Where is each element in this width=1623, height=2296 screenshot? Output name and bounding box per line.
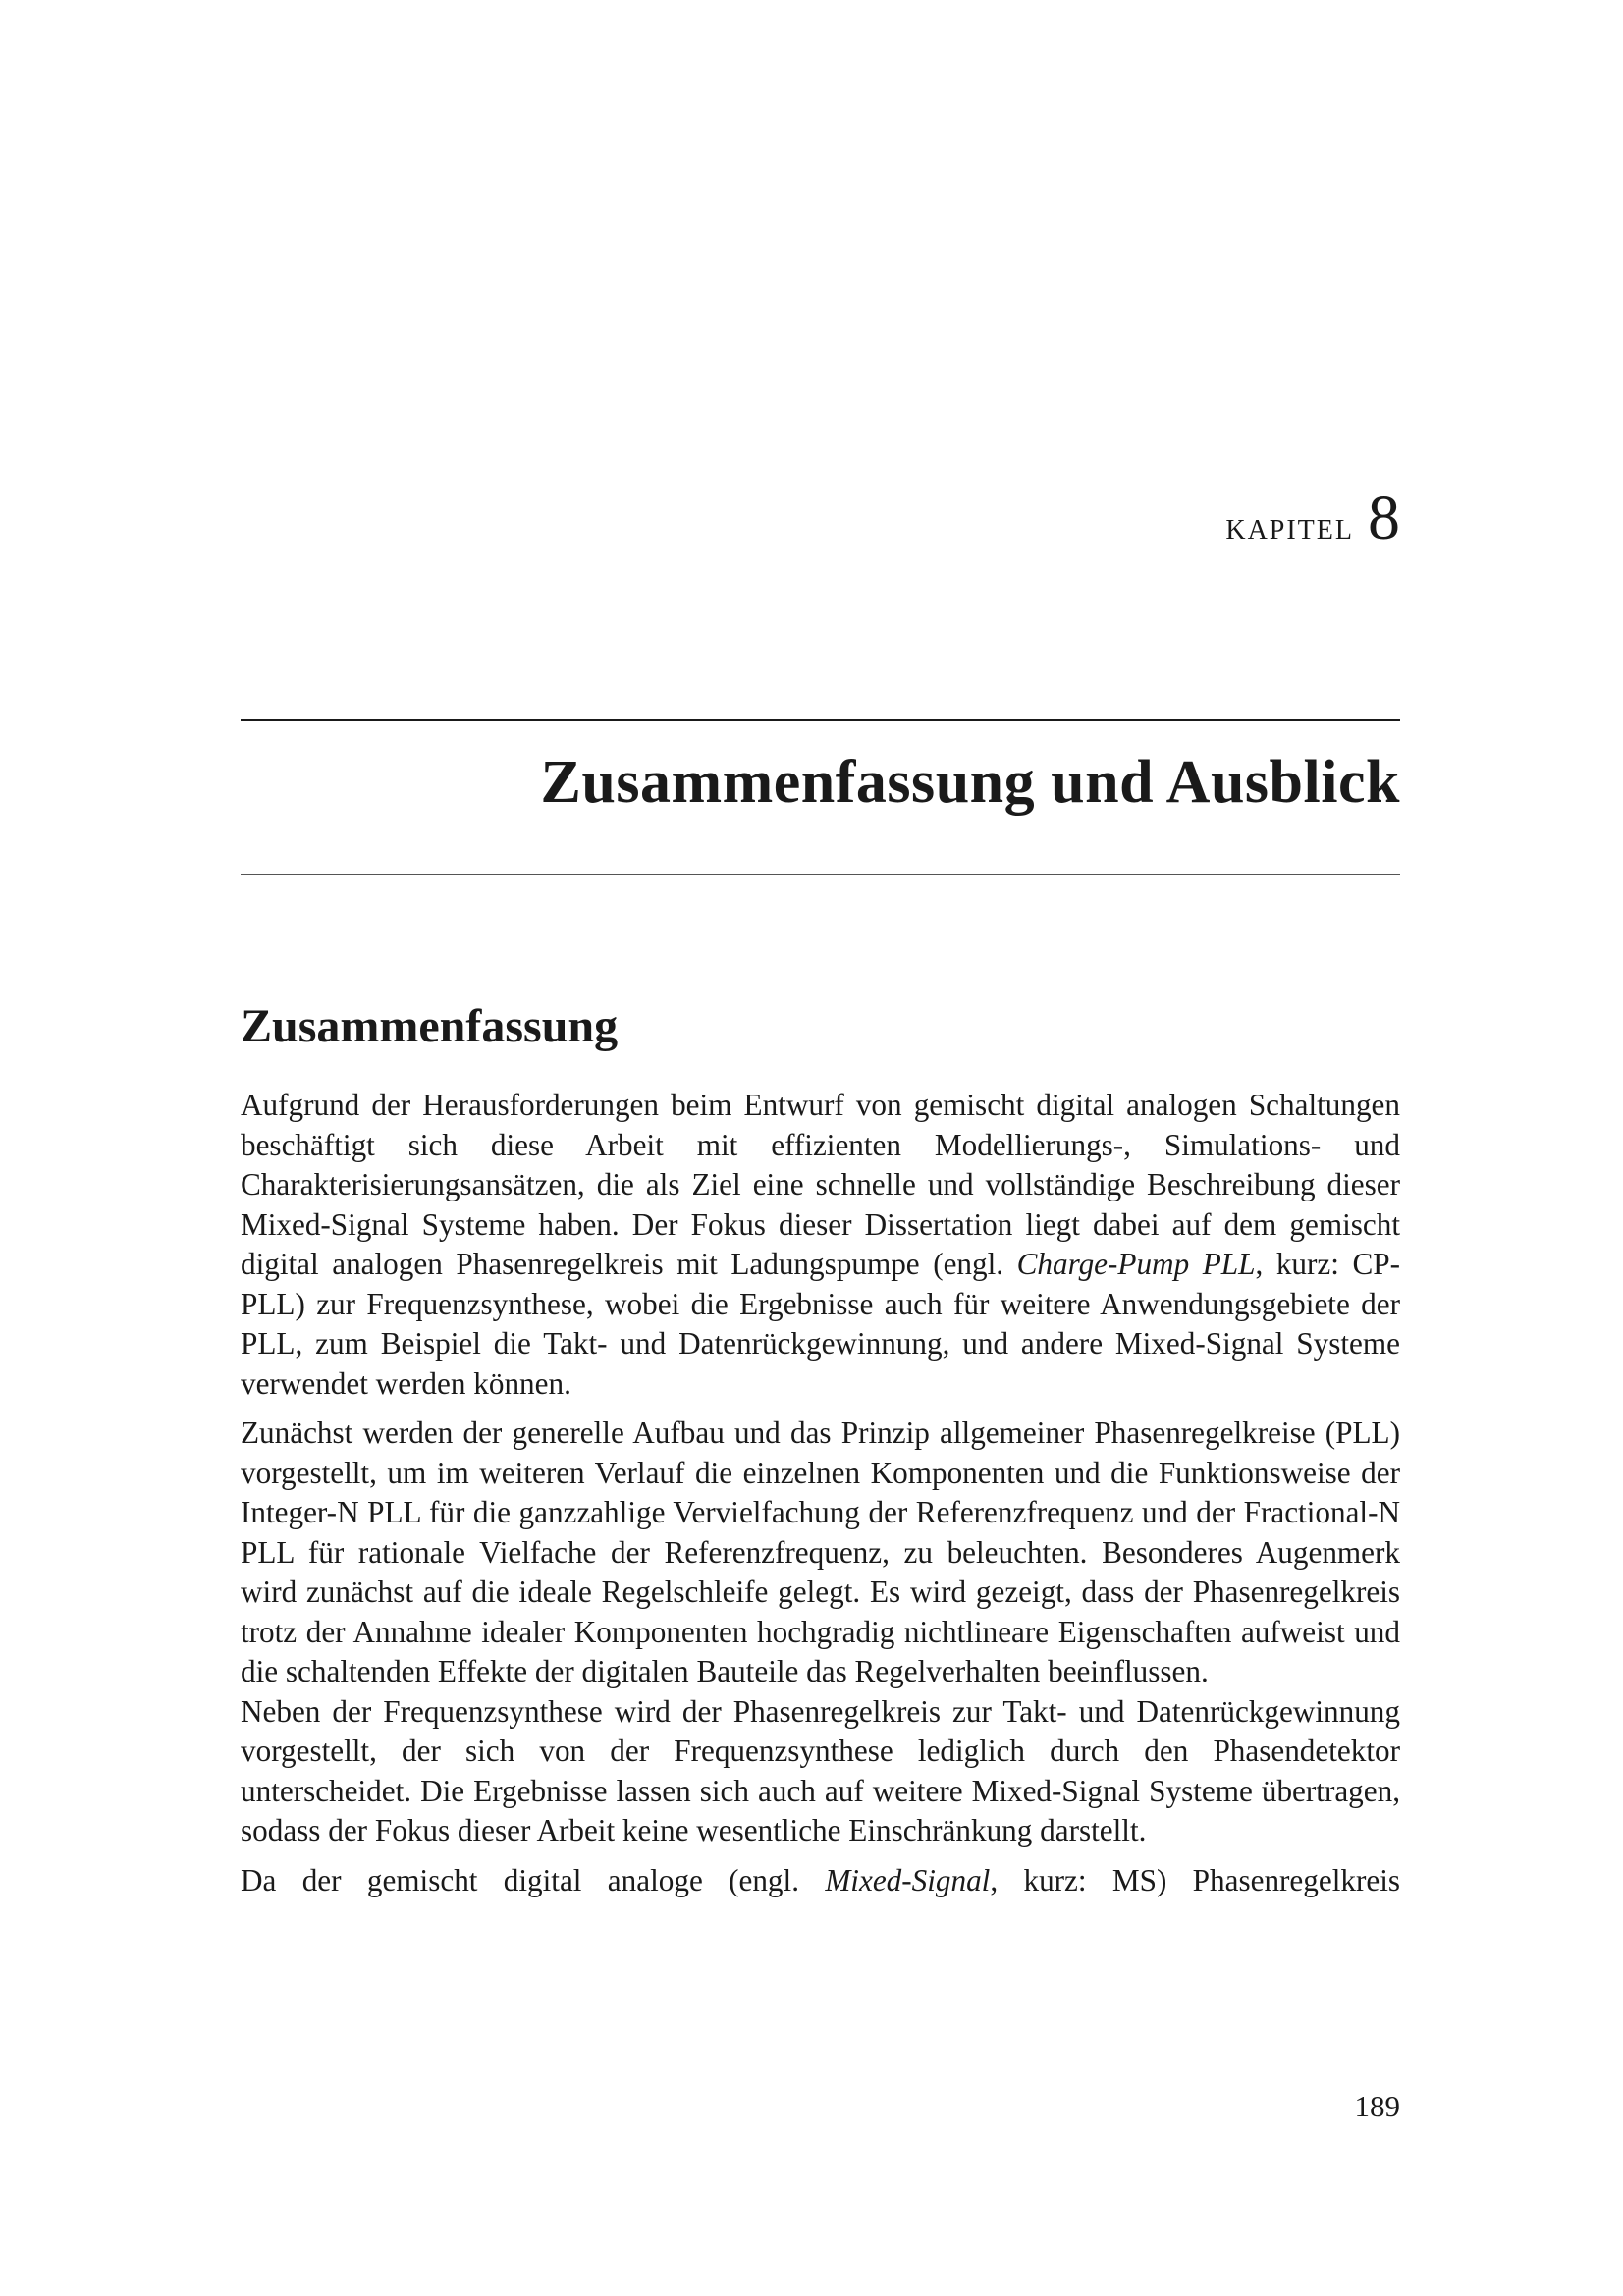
emphasis-term: Charge-Pump PLL: [1016, 1247, 1256, 1281]
title-rule-top: [241, 719, 1400, 721]
paragraph: [241, 1086, 1400, 1404]
title-rule-bottom: [241, 874, 1400, 875]
page-number: 189: [1354, 2089, 1400, 2123]
section-heading: Zusammenfassung: [241, 1000, 619, 1052]
chapter-title: Zusammenfassung und Ausblick: [540, 749, 1400, 816]
emphasis-term: Mixed-Signal: [825, 1862, 991, 1897]
body-text: [241, 1086, 1400, 1900]
paragraph: Neben der Frequenzsynthese wird der Phasenregelkreis zur Takt- und Datenrückgewinnung vorgestellt, der sich von der Frequenzsynthese lediglich durch den Phasendetektor unterscheidet. Die Ergebnisse lassen sich auch auf weitere Mixed-Signal Systeme übertragen, sodass der Fokus dieser Arbeit keine wesentliche Einschränkung darstellt.: [241, 1693, 1400, 1847]
paragraph-text: , kurz: CP-PLL) zur Frequenzsynthese, wobei die Ergebnisse auch für weitere Anwendungsgebiete der PLL, zum Beispiel die Takt- und Datenrückgewinnung, und andere Mixed-Signal Systeme verwendet werden können.: [241, 1247, 1400, 1401]
paragraph-text: Da der gemischt digital analoge (engl.: [241, 1862, 826, 1897]
paragraph-text: Aufgrund der Herausforderungen beim Entwurf von gemischt digital analogen Schaltungen beschäftigt sich diese Arbeit mit effizienten Modellierungs-, Simulations- und Charakterisierungsansätzen, die als Ziel eine schnelle und vollständige Beschreibung dieser Mixed-Signal Systeme haben. Der Fokus dieser Dissertation liegt dabei auf dem gemischt digital analogen Phasenregelkreis mit Ladungspumpe (engl.: [241, 1088, 1400, 1281]
chapter-label: [1225, 481, 1400, 556]
paragraph: [241, 1861, 1400, 1901]
chapter-word: kapitel: [1225, 504, 1354, 548]
paragraph: Zunächst werden der generelle Aufbau und das Prinzip allgemeiner Phasenregelkreise (PLL) vorgestellt, um im weiteren Verlauf die einzelnen Komponenten und die Funktionsweise der Integer-N PLL für die ganzzahlige Vervielfachung der Referenzfrequenz und der Fractional-N PLL für rationale Vielfache der Referenzfrequenz, zu beleuchten. Besonderes Augenmerk wird zunächst auf die ideale Regelschleife gelegt. Es wird gezeigt, dass der Phasenregelkreis trotz der Annahme idealer Komponenten hochgradig nichtlineare Eigenschaften aufweist und die schaltenden Effekte der digitalen Bauteile das Regelverhalten beeinflussen.: [241, 1415, 1400, 1688]
paragraph-text: , kurz: MS) Phasenregelkreis: [990, 1862, 1400, 1897]
chapter-number: 8: [1368, 482, 1400, 554]
